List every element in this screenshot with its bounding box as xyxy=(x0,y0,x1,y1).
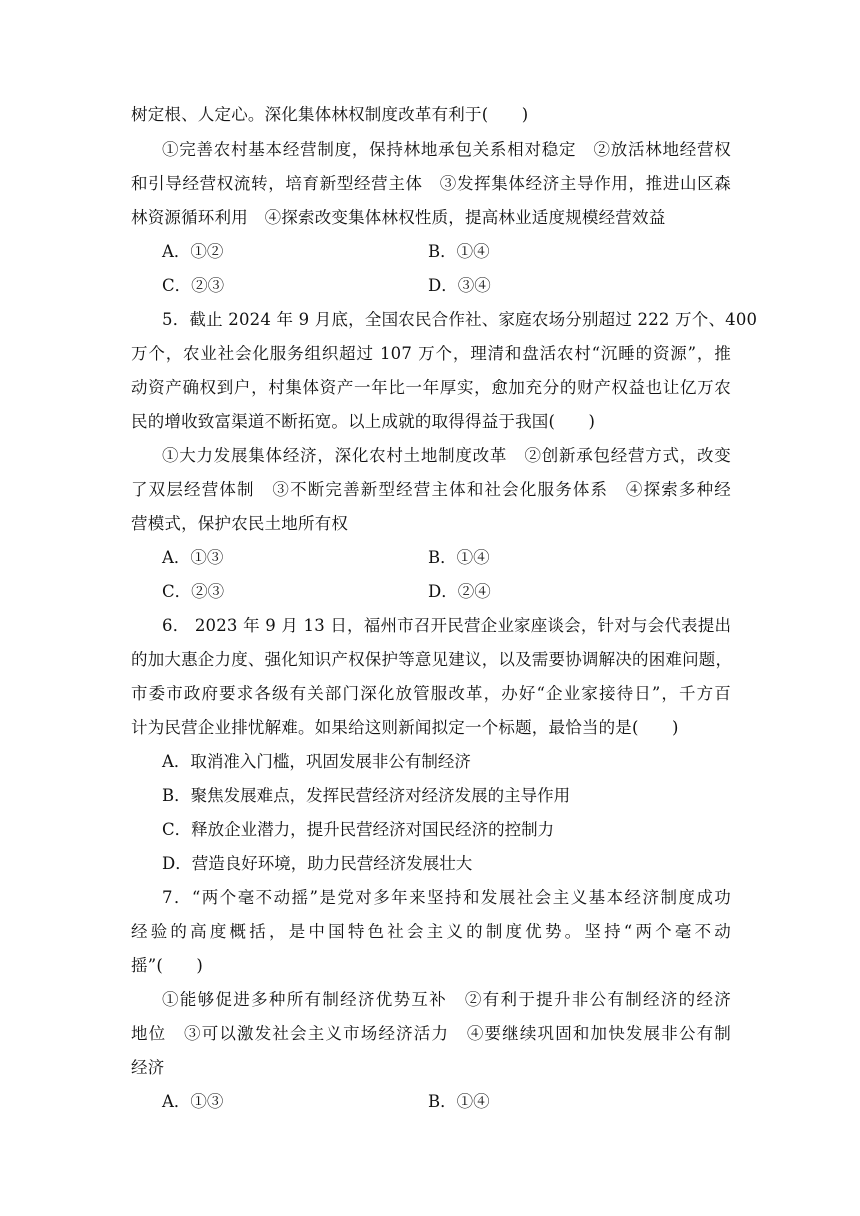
q7-option-a: A．①③ xyxy=(162,1092,224,1111)
q7-stem-line: 摇”( ) xyxy=(131,956,204,975)
q7-statement-line: ①能够促进多种所有制经济优势互补 ②有利于提升非公有制经济的经济 xyxy=(162,990,731,1009)
q5-statement-line: ①大力发展集体经济，深化农村土地制度改革 ②创新承包经营方式，改变 xyxy=(162,446,731,465)
q4-statement-line: 和引导经营权流转，培育新型经营主体 ③发挥集体经济主导作用，推进山区森 xyxy=(131,174,731,193)
q7-stem-line: 7．“两个毫不动摇”是党对多年来坚持和发展社会主义基本经济制度成功 xyxy=(162,888,731,907)
q6-option-c: C．释放企业潜力，提升民营经济对国民经济的控制力 xyxy=(162,820,555,839)
q5-stem-line: 动资产确权到户，村集体资产一年比一年厚实，愈加充分的财产权益也让亿万农 xyxy=(131,378,731,397)
q5-option-b: B．①④ xyxy=(428,548,490,567)
q4-option-c: C．②③ xyxy=(162,276,225,295)
q7-statement-line: 经济 xyxy=(131,1058,165,1077)
q4-option-a: A．①② xyxy=(162,242,224,261)
q5-option-c: C．②③ xyxy=(162,582,225,601)
q6-stem-line: 计为民营企业排忧解难。如果给这则新闻拟定一个标题，最恰当的是( ) xyxy=(131,718,679,737)
q7-statement-line: 地位 ③可以激发社会主义市场经济活力 ④要继续巩固和加快发展非公有制 xyxy=(131,1024,731,1043)
q7-stem-line: 经验的高度概括，是中国特色社会主义的制度优势。坚持“两个毫不动 xyxy=(131,922,731,941)
q4-option-b: B．①④ xyxy=(428,242,490,261)
q6-stem-line: 6． 2023 年 9 月 13 日，福州市召开民营企业家座谈会，针对与会代表提出 xyxy=(162,616,732,635)
q5-stem-line: 5．截止 2024 年 9 月底，全国农民合作社、家庭农场分别超过 222 万个、400 xyxy=(162,310,758,329)
q6-option-b: B．聚焦发展难点，发挥民营经济对经济发展的主导作用 xyxy=(162,786,571,805)
q6-stem-line: 市委市政府要求各级有关部门深化放管服改革，办好“企业家接待日”，千方百 xyxy=(131,684,731,703)
q6-option-d: D．营造良好环境，助力民营经济发展壮大 xyxy=(162,854,473,873)
q5-statement-line: 了双层经营体制 ③不断完善新型经营主体和社会化服务体系 ④探索多种经 xyxy=(131,480,731,499)
q5-option-d: D．②④ xyxy=(428,582,491,601)
q4-option-d: D．③④ xyxy=(428,276,491,295)
q4-stem-line: 树定根、人定心。深化集体林权制度改革有利于( ) xyxy=(131,105,529,124)
q5-option-a: A．①③ xyxy=(162,548,224,567)
q5-statement-line: 营模式，保护农民土地所有权 xyxy=(131,514,349,533)
q4-statement-line: ①完善农村基本经营制度，保持林地承包关系相对稳定 ②放活林地经营权 xyxy=(162,140,731,159)
q7-option-b: B．①④ xyxy=(428,1092,490,1111)
q6-option-a: A．取消准入门槛，巩固发展非公有制经济 xyxy=(162,752,471,771)
q5-stem-line: 民的增收致富渠道不断拓宽。以上成就的取得得益于我国( ) xyxy=(131,412,596,431)
q5-stem-line: 万个，农业社会化服务组织超过 107 万个，理清和盘活农村“沉睡的资源”，推 xyxy=(131,344,731,363)
q4-statement-line: 林资源循环利用 ④探索改变集体林权性质，提高林业适度规模经营效益 xyxy=(131,208,666,227)
q6-stem-line: 的加大惠企力度、强化知识产权保护等意见建议，以及需要协调解决的困难问题， xyxy=(131,650,733,669)
